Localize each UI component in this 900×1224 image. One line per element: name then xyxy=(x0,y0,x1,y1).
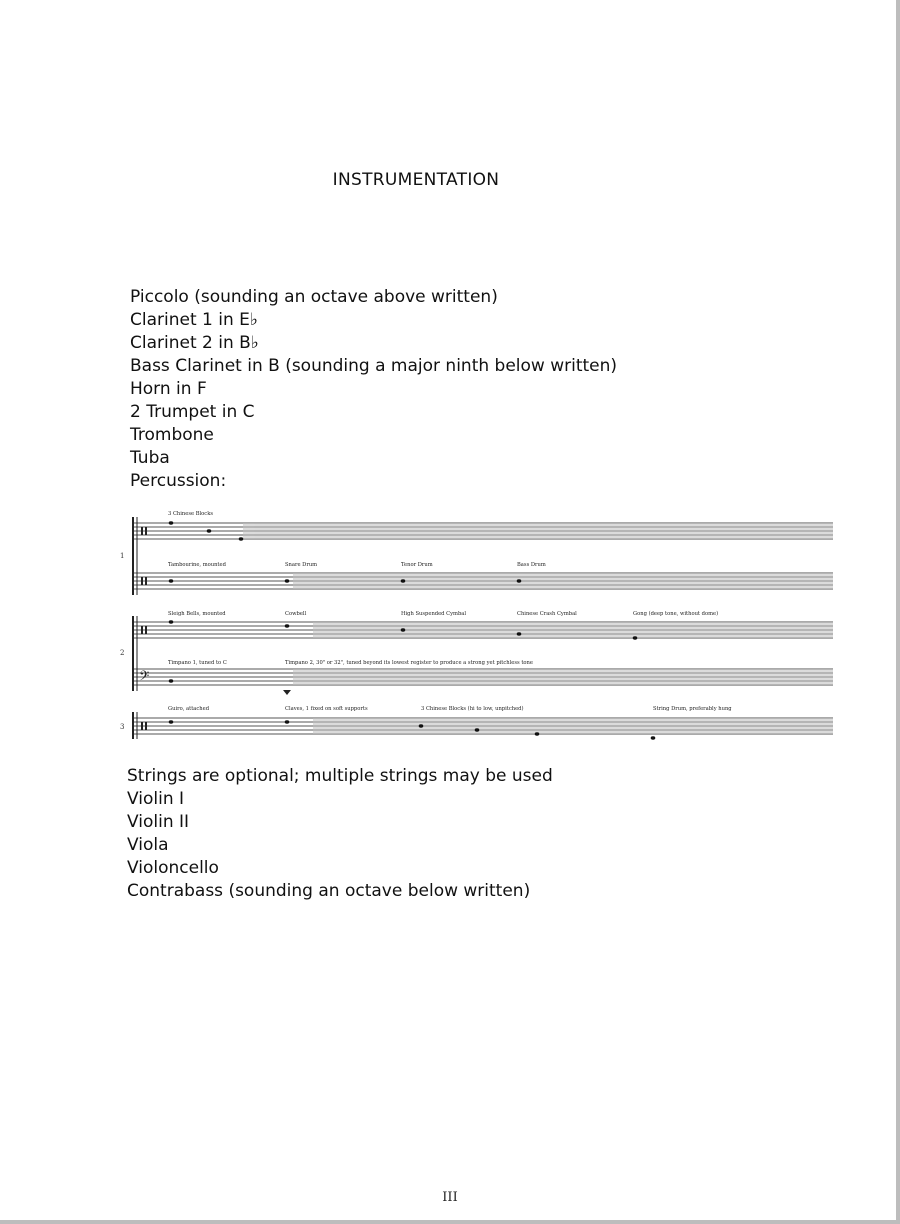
instrument-list xyxy=(130,286,617,493)
instrument-tuba: Tuba xyxy=(130,448,170,468)
bass-clef-icon: 𝄢 xyxy=(139,668,150,687)
triangle-note-icon xyxy=(283,690,291,695)
label-cowbell: Cowbell xyxy=(285,611,307,617)
player-number-1: 1 xyxy=(120,552,125,560)
system-brackets xyxy=(133,517,137,739)
staff-shading xyxy=(243,523,833,734)
page-number: III xyxy=(442,1190,458,1205)
page-title: INSTRUMENTATION xyxy=(332,170,500,190)
instrument-contrabass: Contrabass (sounding an octave below written) xyxy=(127,881,531,901)
page-edge-bottom xyxy=(0,1220,900,1224)
percussion-score xyxy=(113,505,837,745)
player-number-3: 3 xyxy=(120,723,125,731)
label-snare-drum: Snare Drum xyxy=(285,562,318,568)
label-timpano-1: Timpano 1, tuned to C xyxy=(168,660,227,666)
label-sleigh-bells: Sleigh Bells, mounted xyxy=(168,611,226,617)
label-chinese-blocks-2: 3 Chinese Blocks (hi to low, unpitched) xyxy=(421,706,524,712)
instrument-violin-2: Violin II xyxy=(127,812,190,832)
instrument-percussion: Percussion: xyxy=(130,471,227,491)
label-bass-drum: Bass Drum xyxy=(517,562,546,568)
label-gong: Gong (deep tone, without dome) xyxy=(633,611,719,617)
label-claves: Claves, 1 fixed on soft supports xyxy=(285,706,368,712)
instrument-clarinet-2: Clarinet 2 in B♭ xyxy=(130,333,259,353)
strings-note: Strings are optional; multiple strings may be used xyxy=(127,766,553,786)
instrument-violoncello: Violoncello xyxy=(127,858,219,878)
label-timpano-2: Timpano 2, 30" or 32", tuned beyond its lowest register to produce a strong yet pitchless tone xyxy=(285,660,533,666)
instrument-clarinet-1: Clarinet 1 in E♭ xyxy=(130,310,258,330)
instrument-trumpet: 2 Trumpet in C xyxy=(130,402,255,422)
strings-list xyxy=(127,765,553,903)
label-high-cymbal: High Suspended Cymbal xyxy=(401,611,467,617)
label-tambourine: Tambourine, mounted xyxy=(168,562,226,568)
label-guiro: Guiro, attached xyxy=(168,706,210,712)
player-number-2: 2 xyxy=(120,649,125,657)
instrument-horn: Horn in F xyxy=(130,379,207,399)
percussion-clefs xyxy=(139,527,150,730)
instrument-trombone: Trombone xyxy=(130,425,214,445)
instrument-bass-clarinet: Bass Clarinet in B (sounding a major ninth below written) xyxy=(130,356,618,376)
label-chinese-blocks: 3 Chinese Blocks xyxy=(168,511,214,517)
label-chinese-cymbal: Chinese Crash Cymbal xyxy=(517,611,577,617)
page-edge-right xyxy=(896,0,900,1224)
instrument-viola: Viola xyxy=(127,835,169,855)
label-tenor-drum: Tenor Drum xyxy=(401,562,433,568)
instrument-violin-1: Violin I xyxy=(127,789,185,809)
label-string-drum: String Drum, preferably hung xyxy=(653,706,732,712)
instrument-piccolo: Piccolo (sounding an octave above written) xyxy=(130,287,498,307)
